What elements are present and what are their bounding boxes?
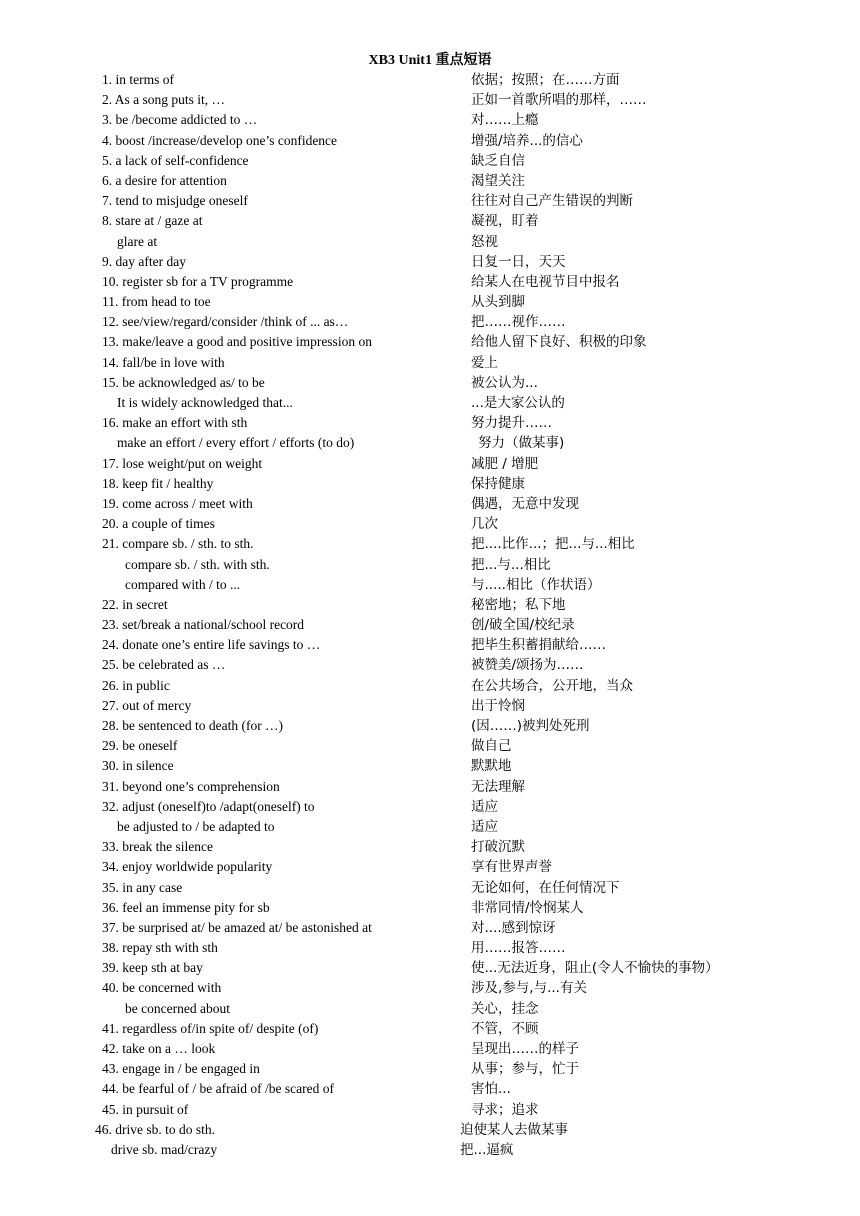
phrase-chinese: 非常同情/怜悯某人 xyxy=(471,899,584,916)
phrase-row xyxy=(0,312,860,332)
phrase-row xyxy=(0,252,860,272)
phrase-english: 4. boost /increase/develop one’s confidence xyxy=(102,132,338,148)
phrase-row xyxy=(0,292,860,312)
phrase-row xyxy=(0,555,860,575)
phrase-english: 8. stare at / gaze at xyxy=(102,213,203,229)
phrase-english: 28. be sentenced to death (for …) xyxy=(102,718,284,733)
phrase-english: 34. enjoy worldwide popularity xyxy=(102,859,273,875)
phrase-chinese: 依据；按照；在……方面 xyxy=(471,72,620,88)
phrase-english: 1. in terms of xyxy=(102,72,174,87)
phrase-chinese: 把……视作…… xyxy=(471,314,566,331)
phrase-english: make an effort / every effort / efforts (to do) xyxy=(117,435,355,451)
phrase-english: compare sb. / sth. with sth. xyxy=(125,556,270,572)
phrase-row xyxy=(0,1059,860,1079)
phrase-chinese: 迫使某人去做某事 xyxy=(460,1121,568,1138)
phrase-english: 10. register sb for a TV programme xyxy=(102,273,294,289)
phrase-chinese: 与.....相比（作状语） xyxy=(471,576,601,593)
phrase-chinese: 用……报答…… xyxy=(471,940,566,957)
phrase-row xyxy=(0,272,860,292)
phrase-chinese: (因……)被判处死刑 xyxy=(471,718,590,734)
phrase-row xyxy=(0,474,860,494)
phrase-english: 11. from head to toe xyxy=(102,294,211,310)
phrase-row xyxy=(0,999,860,1019)
phrase-english: 13. make/leave a good and positive impression on xyxy=(102,334,372,350)
phrase-row xyxy=(0,373,860,393)
phrase-row xyxy=(0,433,860,453)
phrase-chinese: 往往对自己产生错误的判断 xyxy=(471,193,633,210)
phrase-chinese: 出于怜悯 xyxy=(471,697,525,714)
phrase-english: 20. a couple of times xyxy=(102,516,215,532)
phrase-english: 30. in silence xyxy=(102,758,174,774)
phrase-list xyxy=(0,70,860,1160)
phrase-chinese: 渴望关注 xyxy=(471,172,525,189)
phrase-english: 45. in pursuit of xyxy=(102,1101,189,1117)
phrase-english: 7. tend to misjudge oneself xyxy=(102,193,248,209)
phrase-chinese: 从事；参与，忙于 xyxy=(471,1061,579,1078)
phrase-chinese: 做自己 xyxy=(471,738,512,755)
phrase-chinese: 努力（做某事) xyxy=(478,435,565,452)
phrase-row xyxy=(0,171,860,191)
phrase-chinese: 不管，不顾 xyxy=(471,1020,539,1037)
phrase-row xyxy=(0,1100,860,1120)
phrase-english: It is widely acknowledged that... xyxy=(117,395,293,410)
phrase-english: 3. be /become addicted to … xyxy=(102,112,258,128)
phrase-english: 6. a desire for attention xyxy=(102,172,227,188)
phrase-row xyxy=(0,494,860,514)
phrase-row xyxy=(0,756,860,776)
phrase-chinese: 关心，挂念 xyxy=(471,1000,539,1017)
phrase-english: 21. compare sb. / sth. to sth. xyxy=(102,536,254,552)
phrase-row xyxy=(0,1079,860,1099)
phrase-english: 5. a lack of self-confidence xyxy=(102,152,249,168)
phrase-english: drive sb. mad/crazy xyxy=(111,1141,218,1157)
phrase-chinese: 偶遇，无意中发现 xyxy=(471,495,579,512)
phrase-row xyxy=(0,575,860,595)
phrase-chinese: 适应 xyxy=(471,798,498,815)
phrase-chinese: 把...与...相比 xyxy=(471,556,551,573)
phrase-row xyxy=(0,393,860,413)
phrase-chinese: 从头到脚 xyxy=(471,294,525,311)
phrase-row xyxy=(0,232,860,252)
phrase-row xyxy=(0,151,860,171)
phrase-english: 33. break the silence xyxy=(102,839,213,855)
phrase-english: 16. make an effort with sth xyxy=(102,415,248,431)
phrase-chinese: 秘密地；私下地 xyxy=(471,596,566,613)
phrase-row xyxy=(0,837,860,857)
phrase-row xyxy=(0,978,860,998)
phrase-chinese: 怒视 xyxy=(471,233,498,250)
phrase-chinese: 把毕生积蓄捐献给…… xyxy=(471,637,606,654)
phrase-english: 19. come across / meet with xyxy=(102,495,253,511)
phrase-english: 26. in public xyxy=(102,677,170,693)
phrase-chinese: 爱上 xyxy=(471,354,498,371)
phrase-row xyxy=(0,777,860,797)
phrase-english: 18. keep fit / healthy xyxy=(102,475,214,491)
phrase-row xyxy=(0,797,860,817)
phrase-row xyxy=(0,696,860,716)
phrase-chinese: 正如一首歌所唱的那样，…… xyxy=(471,92,647,109)
phrase-english: 31. beyond one’s comprehension xyxy=(102,778,280,794)
phrase-row xyxy=(0,817,860,837)
phrase-chinese: 寻求；追求 xyxy=(471,1101,539,1118)
phrase-chinese: 减肥 / 增肥 xyxy=(471,455,539,472)
phrase-row xyxy=(0,534,860,554)
phrase-row xyxy=(0,958,860,978)
phrase-chinese: 适应 xyxy=(471,818,498,835)
phrase-english: glare at xyxy=(117,233,158,249)
phrase-chinese: 无法理解 xyxy=(471,778,525,795)
phrase-chinese: 缺乏自信 xyxy=(471,152,525,169)
phrase-row xyxy=(0,716,860,736)
phrase-english: be concerned about xyxy=(125,1000,230,1016)
phrase-row xyxy=(0,131,860,151)
phrase-english: 15. be acknowledged as/ to be xyxy=(102,374,265,390)
phrase-row xyxy=(0,736,860,756)
phrase-chinese: 日复一日，天天 xyxy=(471,253,566,270)
phrase-chinese: 增强/培养...的信心 xyxy=(471,132,583,149)
phrase-chinese: 呈现出……的样子 xyxy=(471,1041,579,1057)
phrase-english: 44. be fearful of / be afraid of /be scared of xyxy=(102,1081,335,1097)
phrase-chinese: 享有世界声誉 xyxy=(471,859,552,876)
phrase-english: 9. day after day xyxy=(102,253,186,269)
phrase-chinese: ...是大家公认的 xyxy=(471,395,565,411)
phrase-english: 41. regardless of/in spite of/ despite (of) xyxy=(102,1020,319,1036)
phrase-english: 2. As a song puts it, … xyxy=(102,92,226,108)
phrase-row xyxy=(0,635,860,655)
phrase-english: 27. out of mercy xyxy=(102,697,192,713)
phrase-row xyxy=(0,332,860,352)
phrase-english: 36. feel an immense pity for sb xyxy=(102,899,270,915)
phrase-chinese: 对....感到惊讶 xyxy=(471,919,556,936)
phrase-english: 40. be concerned with xyxy=(102,980,222,996)
phrase-chinese: 给他人留下良好、积极的印象 xyxy=(471,334,647,351)
phrase-row xyxy=(0,110,860,130)
phrase-row xyxy=(0,1120,860,1140)
phrase-english: 37. be surprised at/ be amazed at/ be astonished at xyxy=(102,919,372,935)
phrase-chinese: 对……上瘾 xyxy=(471,112,539,129)
phrase-row xyxy=(0,191,860,211)
phrase-chinese: 保持健康 xyxy=(471,475,525,492)
phrase-row xyxy=(0,676,860,696)
phrase-chinese: 害怕... xyxy=(471,1081,511,1098)
phrase-chinese: 在公共场合，公开地，当众 xyxy=(471,677,633,694)
phrase-row xyxy=(0,1019,860,1039)
phrase-chinese: 无论如何，在任何情况下 xyxy=(471,879,620,896)
page-title: XB3 Unit1 重点短语 xyxy=(368,53,492,68)
phrase-english: be adjusted to / be adapted to xyxy=(117,818,275,834)
phrase-english: 42. take on a … look xyxy=(102,1041,216,1056)
phrase-row xyxy=(0,898,860,918)
phrase-row xyxy=(0,655,860,675)
phrase-row xyxy=(0,70,860,90)
phrase-english: 38. repay sth with sth xyxy=(102,940,218,956)
phrase-chinese: 给某人在电视节目中报名 xyxy=(471,273,620,290)
phrase-row xyxy=(0,595,860,615)
phrase-chinese: 被赞美/颂扬为…… xyxy=(471,657,584,674)
phrase-english: 43. engage in / be engaged in xyxy=(102,1061,260,1077)
phrase-english: 46. drive sb. to do sth. xyxy=(95,1121,215,1137)
phrase-english: 39. keep sth at bay xyxy=(102,960,203,976)
phrase-chinese: 使...无法近身，阻止(令人不愉快的事物） xyxy=(471,960,719,977)
phrase-chinese: 凝视，盯着 xyxy=(471,213,539,230)
phrase-english: 22. in secret xyxy=(102,596,168,612)
phrase-row xyxy=(0,353,860,373)
phrase-row xyxy=(0,918,860,938)
phrase-english: compared with / to ... xyxy=(125,576,241,592)
phrase-row xyxy=(0,1039,860,1059)
phrase-english: 29. be oneself xyxy=(102,738,178,754)
phrase-row xyxy=(0,413,860,433)
phrase-english: 35. in any case xyxy=(102,879,183,895)
phrase-chinese: 努力提升…… xyxy=(471,415,552,432)
phrase-chinese: 被公认为... xyxy=(471,374,538,391)
phrase-english: 14. fall/be in love with xyxy=(102,354,225,370)
phrase-row xyxy=(0,514,860,534)
phrase-chinese: 把....比作...；把...与...相比 xyxy=(471,536,635,553)
phrase-english: 12. see/view/regard/consider /think of ... as… xyxy=(102,314,349,330)
phrase-row xyxy=(0,211,860,231)
phrase-row xyxy=(0,878,860,898)
phrase-chinese: 打破沉默 xyxy=(471,839,525,856)
phrase-english: 24. donate one’s entire life savings to … xyxy=(102,637,321,653)
phrase-row xyxy=(0,1140,860,1160)
phrase-row xyxy=(0,938,860,958)
phrase-english: 17. lose weight/put on weight xyxy=(102,455,263,471)
phrase-english: 32. adjust (oneself)to /adapt(oneself) to xyxy=(102,798,315,814)
phrase-chinese: 几次 xyxy=(471,516,498,533)
phrase-chinese: 把...逼疯 xyxy=(460,1141,514,1158)
phrase-row xyxy=(0,454,860,474)
phrase-row xyxy=(0,615,860,635)
phrase-chinese: 涉及,参与,与...有关 xyxy=(471,980,587,997)
phrase-row xyxy=(0,90,860,110)
phrase-chinese: 默默地 xyxy=(471,758,512,775)
phrase-english: 25. be celebrated as … xyxy=(102,657,226,673)
phrase-chinese: 创/破全国/校纪录 xyxy=(471,617,575,634)
phrase-english: 23. set/break a national/school record xyxy=(102,617,305,633)
phrase-row xyxy=(0,857,860,877)
